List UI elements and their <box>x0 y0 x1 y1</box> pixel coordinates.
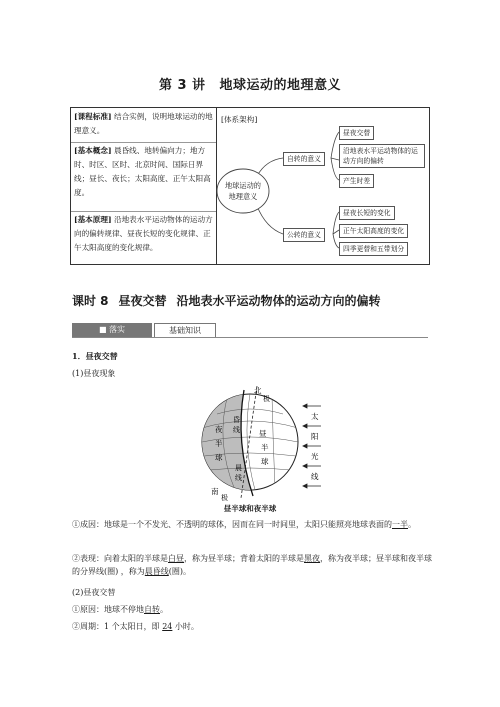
cause-paragraph <box>72 518 432 531</box>
lesson-number: 课时 8 <box>72 294 109 308</box>
revolution-node: 公转的意义 <box>283 228 325 242</box>
south-pole-label2: 极 <box>221 494 228 502</box>
show-text: ②表现：向着太阳的半球是 <box>72 554 168 563</box>
section-tag-bar <box>72 323 428 338</box>
page-title <box>0 74 500 93</box>
sunlight-label: 阳 <box>311 432 319 441</box>
show-text: ，称为夜半球；昼半球和夜半球的分界线(圈) ，称为 <box>72 554 432 576</box>
mindmap-center: 地球运动的地理意义 <box>225 181 261 201</box>
revolution-item: 昼夜长短的变化 <box>339 206 395 220</box>
lesson-part1: 昼夜交替 <box>118 294 167 308</box>
north-pole-label: 北 <box>254 386 262 395</box>
lesson-part2: 沿地表水平运动物体的运动方向的偏转 <box>176 294 381 308</box>
subheading-2: (2)昼夜交替 <box>72 588 116 597</box>
night-label: 球 <box>215 453 223 462</box>
north-pole-label2: 极 <box>263 395 270 403</box>
show-text: ，称为昼半球；背着太阳的半球是 <box>184 554 304 563</box>
sunlight-label: 线 <box>311 472 319 481</box>
outline-table <box>70 107 430 265</box>
tag-primary: ■ 落实 <box>72 323 152 337</box>
manifestation-paragraph <box>72 552 432 578</box>
day-label: 半 <box>261 443 269 452</box>
lecture-number: 第 3 讲 <box>158 78 206 93</box>
answer-blank: 晨昏线 <box>144 567 169 576</box>
rotation-item: 昼夜交替 <box>339 126 374 140</box>
principle-tag: [基本原理] <box>74 215 112 224</box>
day-night-figure <box>195 384 325 502</box>
sunlight-label: 太 <box>311 412 319 421</box>
answer-blank: 自转 <box>144 605 160 614</box>
show-text: (圈)。 <box>168 567 192 576</box>
answer-blank: 一半 <box>392 520 408 529</box>
rotation-item: 产生时差 <box>339 174 374 188</box>
cause-text: ①成因：地球是一个不发光、不透明的球体，因而在同一时间里，太阳只能照亮地球表面的 <box>72 520 392 529</box>
lecture-title: 地球运动的地理意义 <box>219 78 342 93</box>
figure-caption: 昼半球和夜半球 <box>223 504 277 513</box>
south-pole-label: 南 <box>211 487 219 496</box>
period-end: 小时。 <box>172 622 199 631</box>
answer-blank: 24 <box>162 622 173 631</box>
dusk-label: 昏 <box>233 416 240 424</box>
rotation-node: 自转的意义 <box>283 152 325 166</box>
rotation-item: 沿地表水平运动物体的运动方向的偏转 <box>339 144 425 168</box>
dusk-line-label: 线 <box>233 426 240 434</box>
reason-paragraph <box>72 603 432 616</box>
subheading: (1)昼夜现象 <box>72 369 116 378</box>
period-paragraph <box>72 620 432 633</box>
answer-blank: 黑夜 <box>304 554 320 563</box>
answer-blank: 白昼 <box>168 554 184 563</box>
cause-end: 。 <box>408 520 416 529</box>
period-text: ②周期：1 个太阳日，即 <box>72 622 163 631</box>
night-label: 半 <box>215 439 223 448</box>
section-heading: 1．昼夜交替 <box>72 351 118 361</box>
dawn-label: 晨 <box>235 464 242 472</box>
day-label: 球 <box>261 457 269 466</box>
curriculum-text: 结合实例，说明地球运动的地理意义。 <box>74 112 213 135</box>
concepts-tag: [基本概念] <box>74 146 112 155</box>
lesson-heading <box>72 292 391 309</box>
principle-text: 沿地表水平运动物体的运动方向的偏转规律、昼夜长短的变化规律、正午太阳高度的变化规律。 <box>74 215 213 252</box>
reason-end: 。 <box>160 605 168 614</box>
reason-text: ①原因：地球不停地 <box>72 605 144 614</box>
dawn-line-label: 线 <box>235 474 242 482</box>
night-label: 夜 <box>215 425 223 434</box>
tag-secondary: 基础知识 <box>154 323 216 337</box>
revolution-item: 正午太阳高度的变化 <box>339 224 408 238</box>
day-label: 昼 <box>259 429 267 438</box>
structure-label: [体系架构] <box>221 115 258 124</box>
concepts-text: 晨昏线、地转偏向力；地方时、时区、区时、北京时间、国际日界线；昼长、夜长；太阳高度、正午太阳高度。 <box>74 146 211 197</box>
revolution-item: 四季更替和五带划分 <box>339 242 408 256</box>
curriculum-tag: [课程标准] <box>74 112 112 121</box>
sunlight-label: 光 <box>311 452 319 461</box>
